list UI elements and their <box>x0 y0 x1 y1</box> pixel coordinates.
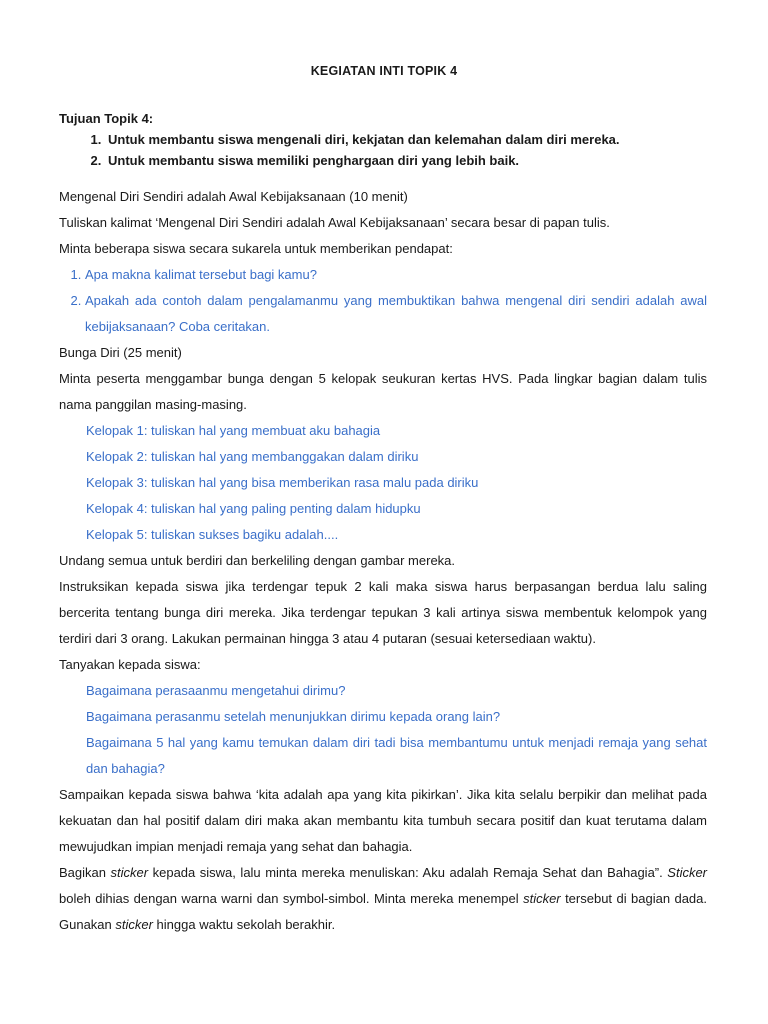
paragraph: Minta peserta menggambar bunga dengan 5 kelopak seukuran kertas HVS. Pada lingkar bagian dalam tulis nama panggilan masing-masing. <box>59 371 707 412</box>
paragraph: Undang semua untuk berdiri dan berkeliling dengan gambar mereka. <box>59 553 456 568</box>
ask-item: Bagaimana 5 hal yang kamu temukan dalam diri tadi bisa membantumu untuk menjadi remaja yang sehat dan bahagia? <box>86 735 707 776</box>
goal-item: 2. Untuk membantu siswa memiliki penghargaan diri yang lebih baik. <box>105 150 719 171</box>
text-span: tersebut di bagian dada. Gunakan <box>59 891 707 932</box>
petal-item: Kelopak 4: tuliskan hal yang paling penting dalam hidupku <box>86 501 421 516</box>
goals-list <box>59 129 719 171</box>
petal-item: Kelopak 1: tuliskan hal yang membuat aku bahagia <box>86 423 381 438</box>
text-span: boleh dihias dengan warna warni dan symbol-simbol. Minta mereka menempel <box>59 891 524 906</box>
paragraph: Tuliskan kalimat ‘Mengenal Diri Sendiri adalah Awal Kebijaksanaan’ secara besar di papan tulis. <box>59 215 610 230</box>
question-list <box>59 262 707 340</box>
paragraph: Sampaikan kepada siswa bahwa ‘kita adalah apa yang kita pikirkan’. Jika kita selalu berpikir dan melihat pada kekuatan dan hal positif dalam diri maka akan membantu kita tumbuh secara positif dan kuat terutama dalam mewujudkan impian menjadi remaja yang sehat dan bahagia. <box>59 787 707 854</box>
text-span: Bagikan <box>59 865 111 880</box>
goal-item: 1. Untuk membantu siswa mengenali diri, kekjatan dan kelemahan dalam diri mereka. <box>105 129 719 150</box>
question-item: 1. Apa makna kalimat tersebut bagi kamu? <box>85 262 707 288</box>
document-body <box>59 184 707 938</box>
petal-item: Kelopak 2: tuliskan hal yang membanggakan dalam diriku <box>86 449 419 464</box>
paragraph: Instruksikan kepada siswa jika terdengar tepuk 2 kali maka siswa harus berpasangan berdua lalu saling bercerita tentang bunga diri mereka. Jika terdengar tepukan 3 kali artinya siswa membentuk kelompok yang terdiri dari 3 orang. Lakukan permainan hingga 3 atau 4 putaran (sesuai ketersediaan waktu). <box>59 579 707 646</box>
ask-item: Bagaimana perasanmu setelah menunjukkan dirimu kepada orang lain? <box>86 709 501 724</box>
section2-heading: Bunga Diri (25 menit) <box>59 345 182 360</box>
petal-item: Kelopak 5: tuliskan sukses bagiku adalah.... <box>86 527 339 542</box>
ask-item: Bagaimana perasaanmu mengetahui dirimu? <box>86 683 346 698</box>
paragraph: Tanyakan kepada siswa: <box>59 657 201 672</box>
italic-term: sticker <box>115 917 153 932</box>
italic-term: Sticker <box>667 865 708 880</box>
italic-term: sticker <box>523 891 561 906</box>
sticker-paragraph <box>59 860 707 938</box>
goals-heading: Tujuan Topik 4: <box>59 111 154 126</box>
italic-term: sticker <box>110 865 149 880</box>
page-title: KEGIATAN INTI TOPIK 4 <box>310 64 458 78</box>
petal-item: Kelopak 3: tuliskan hal yang bisa memberikan rasa malu pada diriku <box>86 475 479 490</box>
section1-heading: Mengenal Diri Sendiri adalah Awal Kebijaksanaan (10 menit) <box>59 189 408 204</box>
question-item: 2. Apakah ada contoh dalam pengalamanmu yang membuktikan bahwa mengenal diri sendiri adalah awal kebijaksanaan? Coba ceritakan. <box>85 288 707 340</box>
paragraph: Minta beberapa siswa secara sukarela untuk memberikan pendapat: <box>59 241 453 256</box>
text-span: hingga waktu sekolah berakhir. <box>152 917 336 932</box>
text-span: kepada siswa, lalu minta mereka menuliskan: Aku adalah Remaja Sehat dan Bahagia”. <box>148 865 668 880</box>
goals-section <box>59 109 719 171</box>
